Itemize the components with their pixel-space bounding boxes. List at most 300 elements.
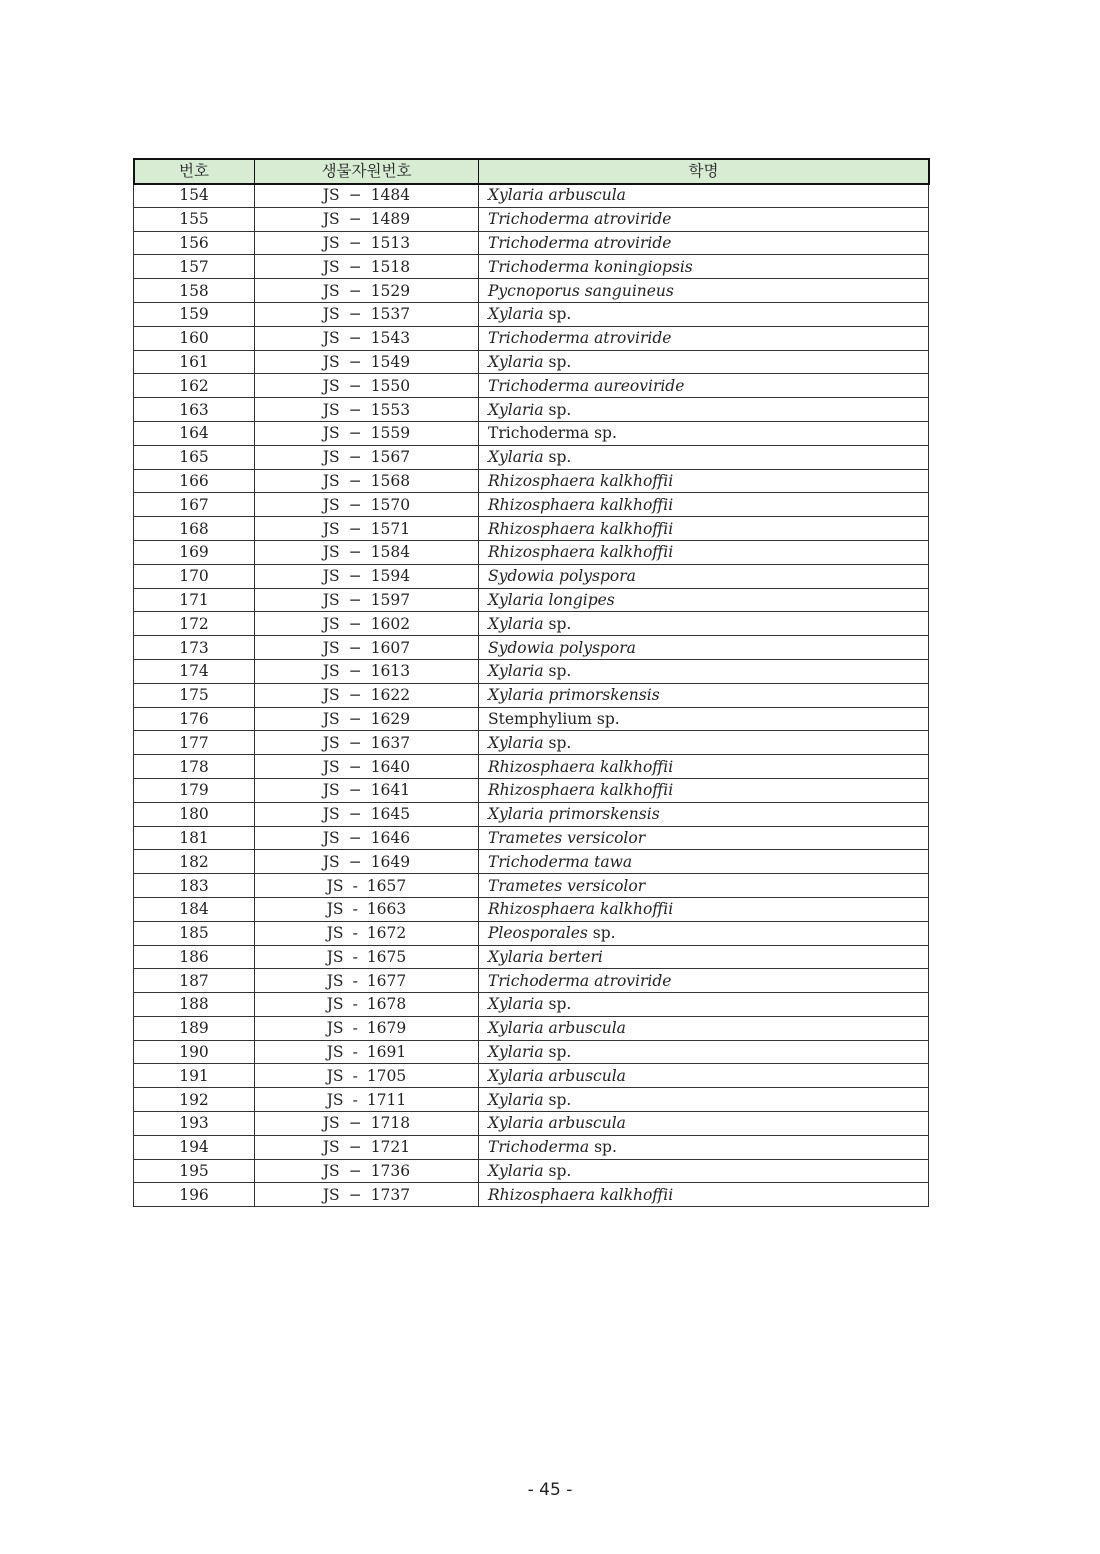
species-epithet: atroviride [594, 233, 672, 252]
resource-prefix: JS [322, 709, 340, 728]
species-epithet: sp. [548, 1162, 572, 1181]
table-row [134, 326, 929, 350]
species-epithet: sp. [548, 400, 572, 419]
resource-prefix: JS [322, 590, 340, 609]
table-row [134, 707, 929, 731]
genus-name: Rhizosphaera [488, 1185, 596, 1204]
resource-separator: - [352, 900, 358, 919]
resource-code: 1629 [370, 709, 411, 728]
species-epithet: sp. [548, 733, 572, 752]
resource-id-cell [255, 279, 479, 303]
genus-name: Trichoderma [488, 376, 590, 395]
row-number: 164 [134, 421, 255, 445]
table-body [134, 184, 929, 1207]
scientific-name-cell [479, 469, 929, 493]
table-row [134, 564, 929, 588]
resource-code: 1705 [366, 1066, 407, 1085]
genus-name: Xylaria [488, 1090, 544, 1109]
resource-prefix: JS [322, 1138, 340, 1157]
resource-code: 1484 [370, 186, 411, 205]
table-row [134, 659, 929, 683]
resource-code: 1675 [366, 947, 407, 966]
table-row [134, 184, 929, 208]
species-epithet: kalkhoffii [599, 757, 674, 776]
scientific-name-cell [479, 421, 929, 445]
resource-prefix: JS [322, 852, 340, 871]
resource-code: 1613 [370, 662, 411, 681]
resource-separator: − [348, 400, 362, 419]
resource-separator: − [348, 590, 362, 609]
row-number: 176 [134, 707, 255, 731]
row-number: 183 [134, 874, 255, 898]
table-header [134, 159, 929, 184]
row-number: 165 [134, 445, 255, 469]
resource-prefix: JS [322, 305, 340, 324]
resource-prefix: JS [326, 1066, 344, 1085]
genus-name: Trichoderma [488, 1138, 590, 1157]
table-row [134, 755, 929, 779]
row-number: 180 [134, 802, 255, 826]
species-epithet: kalkhoffii [599, 495, 674, 514]
row-number: 179 [134, 778, 255, 802]
genus-name: Xylaria [488, 733, 544, 752]
table-row [134, 350, 929, 374]
resource-code: 1559 [370, 424, 411, 443]
genus-name: Xylaria [488, 1162, 544, 1181]
resource-id-cell [255, 1064, 479, 1088]
resource-separator: − [348, 1114, 362, 1133]
table-row [134, 1040, 929, 1064]
row-number: 168 [134, 517, 255, 541]
row-number: 191 [134, 1064, 255, 1088]
species-epithet: longipes [548, 590, 615, 609]
resource-id-cell [255, 921, 479, 945]
resource-id-cell [255, 421, 479, 445]
scientific-name-cell [479, 350, 929, 374]
genus-name: Trametes [488, 828, 563, 847]
resource-separator: - [352, 924, 358, 943]
table-row [134, 826, 929, 850]
resource-id-cell [255, 564, 479, 588]
scientific-name-cell [479, 755, 929, 779]
row-number: 194 [134, 1135, 255, 1159]
scientific-name-cell [479, 826, 929, 850]
row-number: 178 [134, 755, 255, 779]
resource-separator: − [348, 233, 362, 252]
resource-code: 1553 [370, 400, 411, 419]
resource-prefix: JS [322, 210, 340, 229]
row-number: 195 [134, 1159, 255, 1183]
resource-id-cell [255, 1016, 479, 1040]
row-number: 161 [134, 350, 255, 374]
species-epithet: tawa [594, 852, 633, 871]
resource-prefix: JS [322, 448, 340, 467]
resource-separator: − [348, 471, 362, 490]
resource-code: 1518 [370, 257, 411, 276]
resource-prefix: JS [326, 1090, 344, 1109]
species-epithet: polyspora [559, 638, 636, 657]
species-epithet: atroviride [594, 329, 672, 348]
resource-id-cell [255, 326, 479, 350]
resource-separator: − [348, 638, 362, 657]
resource-id-cell [255, 802, 479, 826]
resource-prefix: JS [322, 186, 340, 205]
genus-name: Xylaria [488, 1019, 544, 1038]
row-number: 174 [134, 659, 255, 683]
resource-separator: − [348, 329, 362, 348]
resource-code: 1529 [370, 281, 411, 300]
resource-id-cell [255, 588, 479, 612]
resource-separator: − [348, 424, 362, 443]
resource-prefix: JS [322, 686, 340, 705]
row-number: 177 [134, 731, 255, 755]
table-row [134, 469, 929, 493]
row-number: 175 [134, 683, 255, 707]
resource-code: 1679 [366, 1019, 407, 1038]
genus-name: Trichoderma [488, 424, 590, 443]
resource-id-cell [255, 969, 479, 993]
species-epithet: koningiopsis [594, 257, 693, 276]
resource-prefix: JS [322, 471, 340, 490]
species-epithet: atroviride [594, 971, 672, 990]
resource-code: 1622 [370, 686, 411, 705]
resource-id-cell [255, 1040, 479, 1064]
resource-separator: − [348, 828, 362, 847]
resource-prefix: JS [322, 1162, 340, 1181]
table-row [134, 683, 929, 707]
resource-id-cell [255, 755, 479, 779]
table-row [134, 731, 929, 755]
genus-name: Xylaria [488, 448, 544, 467]
table-row [134, 802, 929, 826]
species-epithet: sp. [548, 995, 572, 1014]
genus-name: Xylaria [488, 590, 544, 609]
genus-name: Rhizosphaera [488, 519, 596, 538]
row-number: 182 [134, 850, 255, 874]
resource-prefix: JS [326, 1043, 344, 1062]
species-epithet: kalkhoffii [599, 900, 674, 919]
scientific-name-cell [479, 517, 929, 541]
row-number: 187 [134, 969, 255, 993]
scientific-name-cell [479, 1159, 929, 1183]
row-number: 186 [134, 945, 255, 969]
row-number: 155 [134, 207, 255, 231]
resource-prefix: JS [322, 1185, 340, 1204]
species-epithet: kalkhoffii [599, 519, 674, 538]
resource-separator: − [348, 686, 362, 705]
table-row [134, 1016, 929, 1040]
scientific-name-cell [479, 636, 929, 660]
row-number: 193 [134, 1112, 255, 1136]
resource-separator: − [348, 805, 362, 824]
table-row [134, 493, 929, 517]
resource-separator: - [352, 1043, 358, 1062]
scientific-name-cell [479, 540, 929, 564]
resource-prefix: JS [322, 352, 340, 371]
row-number: 196 [134, 1183, 255, 1207]
resource-code: 1543 [370, 329, 411, 348]
resource-id-cell [255, 707, 479, 731]
resource-separator: − [348, 733, 362, 752]
species-epithet: sp. [548, 662, 572, 681]
genus-name: Trametes [488, 876, 563, 895]
scientific-name-cell [479, 1183, 929, 1207]
scientific-name-cell [479, 279, 929, 303]
scientific-name-cell [479, 778, 929, 802]
resource-prefix: JS [322, 757, 340, 776]
resource-id-cell [255, 1135, 479, 1159]
resource-prefix: JS [322, 257, 340, 276]
species-epithet: versicolor [567, 828, 646, 847]
resource-code: 1550 [370, 376, 411, 395]
table-row [134, 945, 929, 969]
resource-id-cell [255, 1183, 479, 1207]
row-number: 188 [134, 993, 255, 1017]
species-epithet: sp. [594, 424, 617, 443]
genus-name: Rhizosphaera [488, 471, 596, 490]
genus-name: Rhizosphaera [488, 781, 596, 800]
scientific-name-cell [479, 445, 929, 469]
resource-id-cell [255, 993, 479, 1017]
resource-separator: − [348, 281, 362, 300]
scientific-name-cell [479, 1064, 929, 1088]
scientific-name-cell [479, 207, 929, 231]
resource-code: 1594 [370, 567, 411, 586]
resource-separator: - [352, 876, 358, 895]
table-row [134, 612, 929, 636]
resource-code: 1736 [370, 1162, 411, 1181]
row-number: 159 [134, 302, 255, 326]
row-number: 160 [134, 326, 255, 350]
resource-prefix: JS [326, 947, 344, 966]
resource-code: 1537 [370, 305, 411, 324]
table-row [134, 897, 929, 921]
resource-prefix: JS [322, 781, 340, 800]
resource-separator: - [352, 1090, 358, 1109]
resource-prefix: JS [322, 567, 340, 586]
resource-prefix: JS [322, 733, 340, 752]
scientific-name-cell [479, 993, 929, 1017]
resource-prefix: JS [322, 233, 340, 252]
resource-prefix: JS [322, 495, 340, 514]
table-row [134, 255, 929, 279]
scientific-name-cell [479, 1112, 929, 1136]
resource-prefix: JS [322, 638, 340, 657]
resource-code: 1663 [366, 900, 407, 919]
genus-name: Sydowia [488, 638, 555, 657]
genus-name: Sydowia [488, 567, 555, 586]
scientific-name-cell [479, 1135, 929, 1159]
row-number: 190 [134, 1040, 255, 1064]
genus-name: Xylaria [488, 995, 544, 1014]
resource-id-cell [255, 1112, 479, 1136]
genus-name: Trichoderma [488, 233, 590, 252]
scientific-name-cell [479, 231, 929, 255]
resource-id-cell [255, 517, 479, 541]
resource-separator: − [348, 210, 362, 229]
scientific-name-cell [479, 1016, 929, 1040]
page-number: - 45 - [527, 1480, 573, 1500]
genus-name: Xylaria [488, 305, 544, 324]
resource-separator: − [348, 709, 362, 728]
resource-prefix: JS [326, 1019, 344, 1038]
resource-prefix: JS [322, 424, 340, 443]
genus-name: Xylaria [488, 686, 544, 705]
resource-code: 1678 [366, 995, 407, 1014]
genus-name: Pycnoporus [488, 281, 580, 300]
row-number: 166 [134, 469, 255, 493]
resource-code: 1602 [370, 614, 411, 633]
row-number: 170 [134, 564, 255, 588]
scientific-name-cell [479, 612, 929, 636]
scientific-name-cell [479, 184, 929, 208]
species-epithet: versicolor [567, 876, 646, 895]
scientific-name-cell [479, 969, 929, 993]
resource-id-cell [255, 445, 479, 469]
species-epithet: sp. [548, 1090, 572, 1109]
resource-separator: − [348, 519, 362, 538]
row-number: 192 [134, 1088, 255, 1112]
resource-separator: − [348, 352, 362, 371]
scientific-name-cell [479, 850, 929, 874]
table-row [134, 540, 929, 564]
species-epithet: arbuscula [548, 1066, 626, 1085]
resource-id-cell [255, 778, 479, 802]
genus-name: Xylaria [488, 400, 544, 419]
row-number: 154 [134, 184, 255, 208]
resource-prefix: JS [326, 900, 344, 919]
row-number: 171 [134, 588, 255, 612]
resource-separator: − [348, 567, 362, 586]
table-row [134, 1088, 929, 1112]
resource-separator: − [348, 852, 362, 871]
scientific-name-cell [479, 731, 929, 755]
resource-id-cell [255, 826, 479, 850]
resource-code: 1657 [366, 876, 407, 895]
table-row [134, 231, 929, 255]
genus-name: Xylaria [488, 1066, 544, 1085]
resource-code: 1571 [370, 519, 411, 538]
scientific-name-cell [479, 802, 929, 826]
resource-separator: − [348, 543, 362, 562]
species-epithet: sp. [594, 1138, 617, 1157]
genus-name: Rhizosphaera [488, 543, 596, 562]
resource-separator: − [348, 448, 362, 467]
resource-prefix: JS [322, 376, 340, 395]
scientific-name-cell [479, 707, 929, 731]
header-scientific-name: 학명 [479, 159, 929, 184]
resource-prefix: JS [322, 614, 340, 633]
genus-name: Xylaria [488, 352, 544, 371]
resource-separator: - [352, 995, 358, 1014]
resource-code: 1637 [370, 733, 411, 752]
table-row [134, 279, 929, 303]
resource-code: 1672 [366, 924, 407, 943]
species-epithet: sp. [548, 614, 572, 633]
resource-id-cell [255, 302, 479, 326]
resource-prefix: JS [322, 329, 340, 348]
table-row [134, 398, 929, 422]
resource-prefix: JS [322, 805, 340, 824]
resource-prefix: JS [326, 995, 344, 1014]
genus-name: Stemphylium [488, 709, 592, 728]
species-epithet: kalkhoffii [599, 471, 674, 490]
species-epithet: sp. [548, 1043, 572, 1062]
species-epithet: sanguineus [584, 281, 674, 300]
resource-id-cell [255, 207, 479, 231]
scientific-name-cell [479, 921, 929, 945]
resource-separator: - [352, 971, 358, 990]
resource-code: 1677 [366, 971, 407, 990]
resource-code: 1513 [370, 233, 411, 252]
species-epithet: arbuscula [548, 1019, 626, 1038]
table-row [134, 374, 929, 398]
scientific-name-cell [479, 302, 929, 326]
resource-separator: − [348, 305, 362, 324]
genus-name: Trichoderma [488, 257, 590, 276]
resource-id-cell [255, 897, 479, 921]
resource-prefix: JS [326, 971, 344, 990]
species-epithet: sp. [548, 305, 572, 324]
resource-id-cell [255, 850, 479, 874]
row-number: 189 [134, 1016, 255, 1040]
species-epithet: kalkhoffii [599, 781, 674, 800]
table-row [134, 969, 929, 993]
resource-code: 1607 [370, 638, 411, 657]
resource-id-cell [255, 636, 479, 660]
resource-separator: − [348, 781, 362, 800]
resource-id-cell [255, 612, 479, 636]
resource-prefix: JS [322, 400, 340, 419]
resource-id-cell [255, 659, 479, 683]
species-epithet: sp. [596, 709, 620, 728]
resource-separator: − [348, 186, 362, 205]
table-row [134, 1159, 929, 1183]
species-epithet: atroviride [594, 210, 672, 229]
table-row [134, 1112, 929, 1136]
row-number: 156 [134, 231, 255, 255]
species-epithet: arbuscula [548, 1114, 626, 1133]
row-number: 169 [134, 540, 255, 564]
header-resource-id: 생물자원번호 [255, 159, 479, 184]
resource-prefix: JS [322, 1114, 340, 1133]
row-number: 167 [134, 493, 255, 517]
scientific-name-cell [479, 874, 929, 898]
resource-separator: − [348, 495, 362, 514]
resource-id-cell [255, 1088, 479, 1112]
resource-id-cell [255, 683, 479, 707]
resource-id-cell [255, 184, 479, 208]
table-row [134, 874, 929, 898]
scientific-name-cell [479, 255, 929, 279]
species-epithet: sp. [548, 352, 572, 371]
resource-id-cell [255, 469, 479, 493]
resource-code: 1597 [370, 590, 411, 609]
resource-code: 1711 [366, 1090, 407, 1109]
resource-id-cell [255, 493, 479, 517]
resource-code: 1489 [370, 210, 411, 229]
table-row [134, 421, 929, 445]
row-number: 157 [134, 255, 255, 279]
species-epithet: polyspora [559, 567, 636, 586]
resource-code: 1646 [370, 828, 411, 847]
resource-id-cell [255, 1159, 479, 1183]
species-epithet: sp. [592, 924, 616, 943]
resource-id-cell [255, 231, 479, 255]
genus-name: Trichoderma [488, 210, 590, 229]
resource-id-cell [255, 945, 479, 969]
resource-code: 1718 [370, 1114, 411, 1133]
